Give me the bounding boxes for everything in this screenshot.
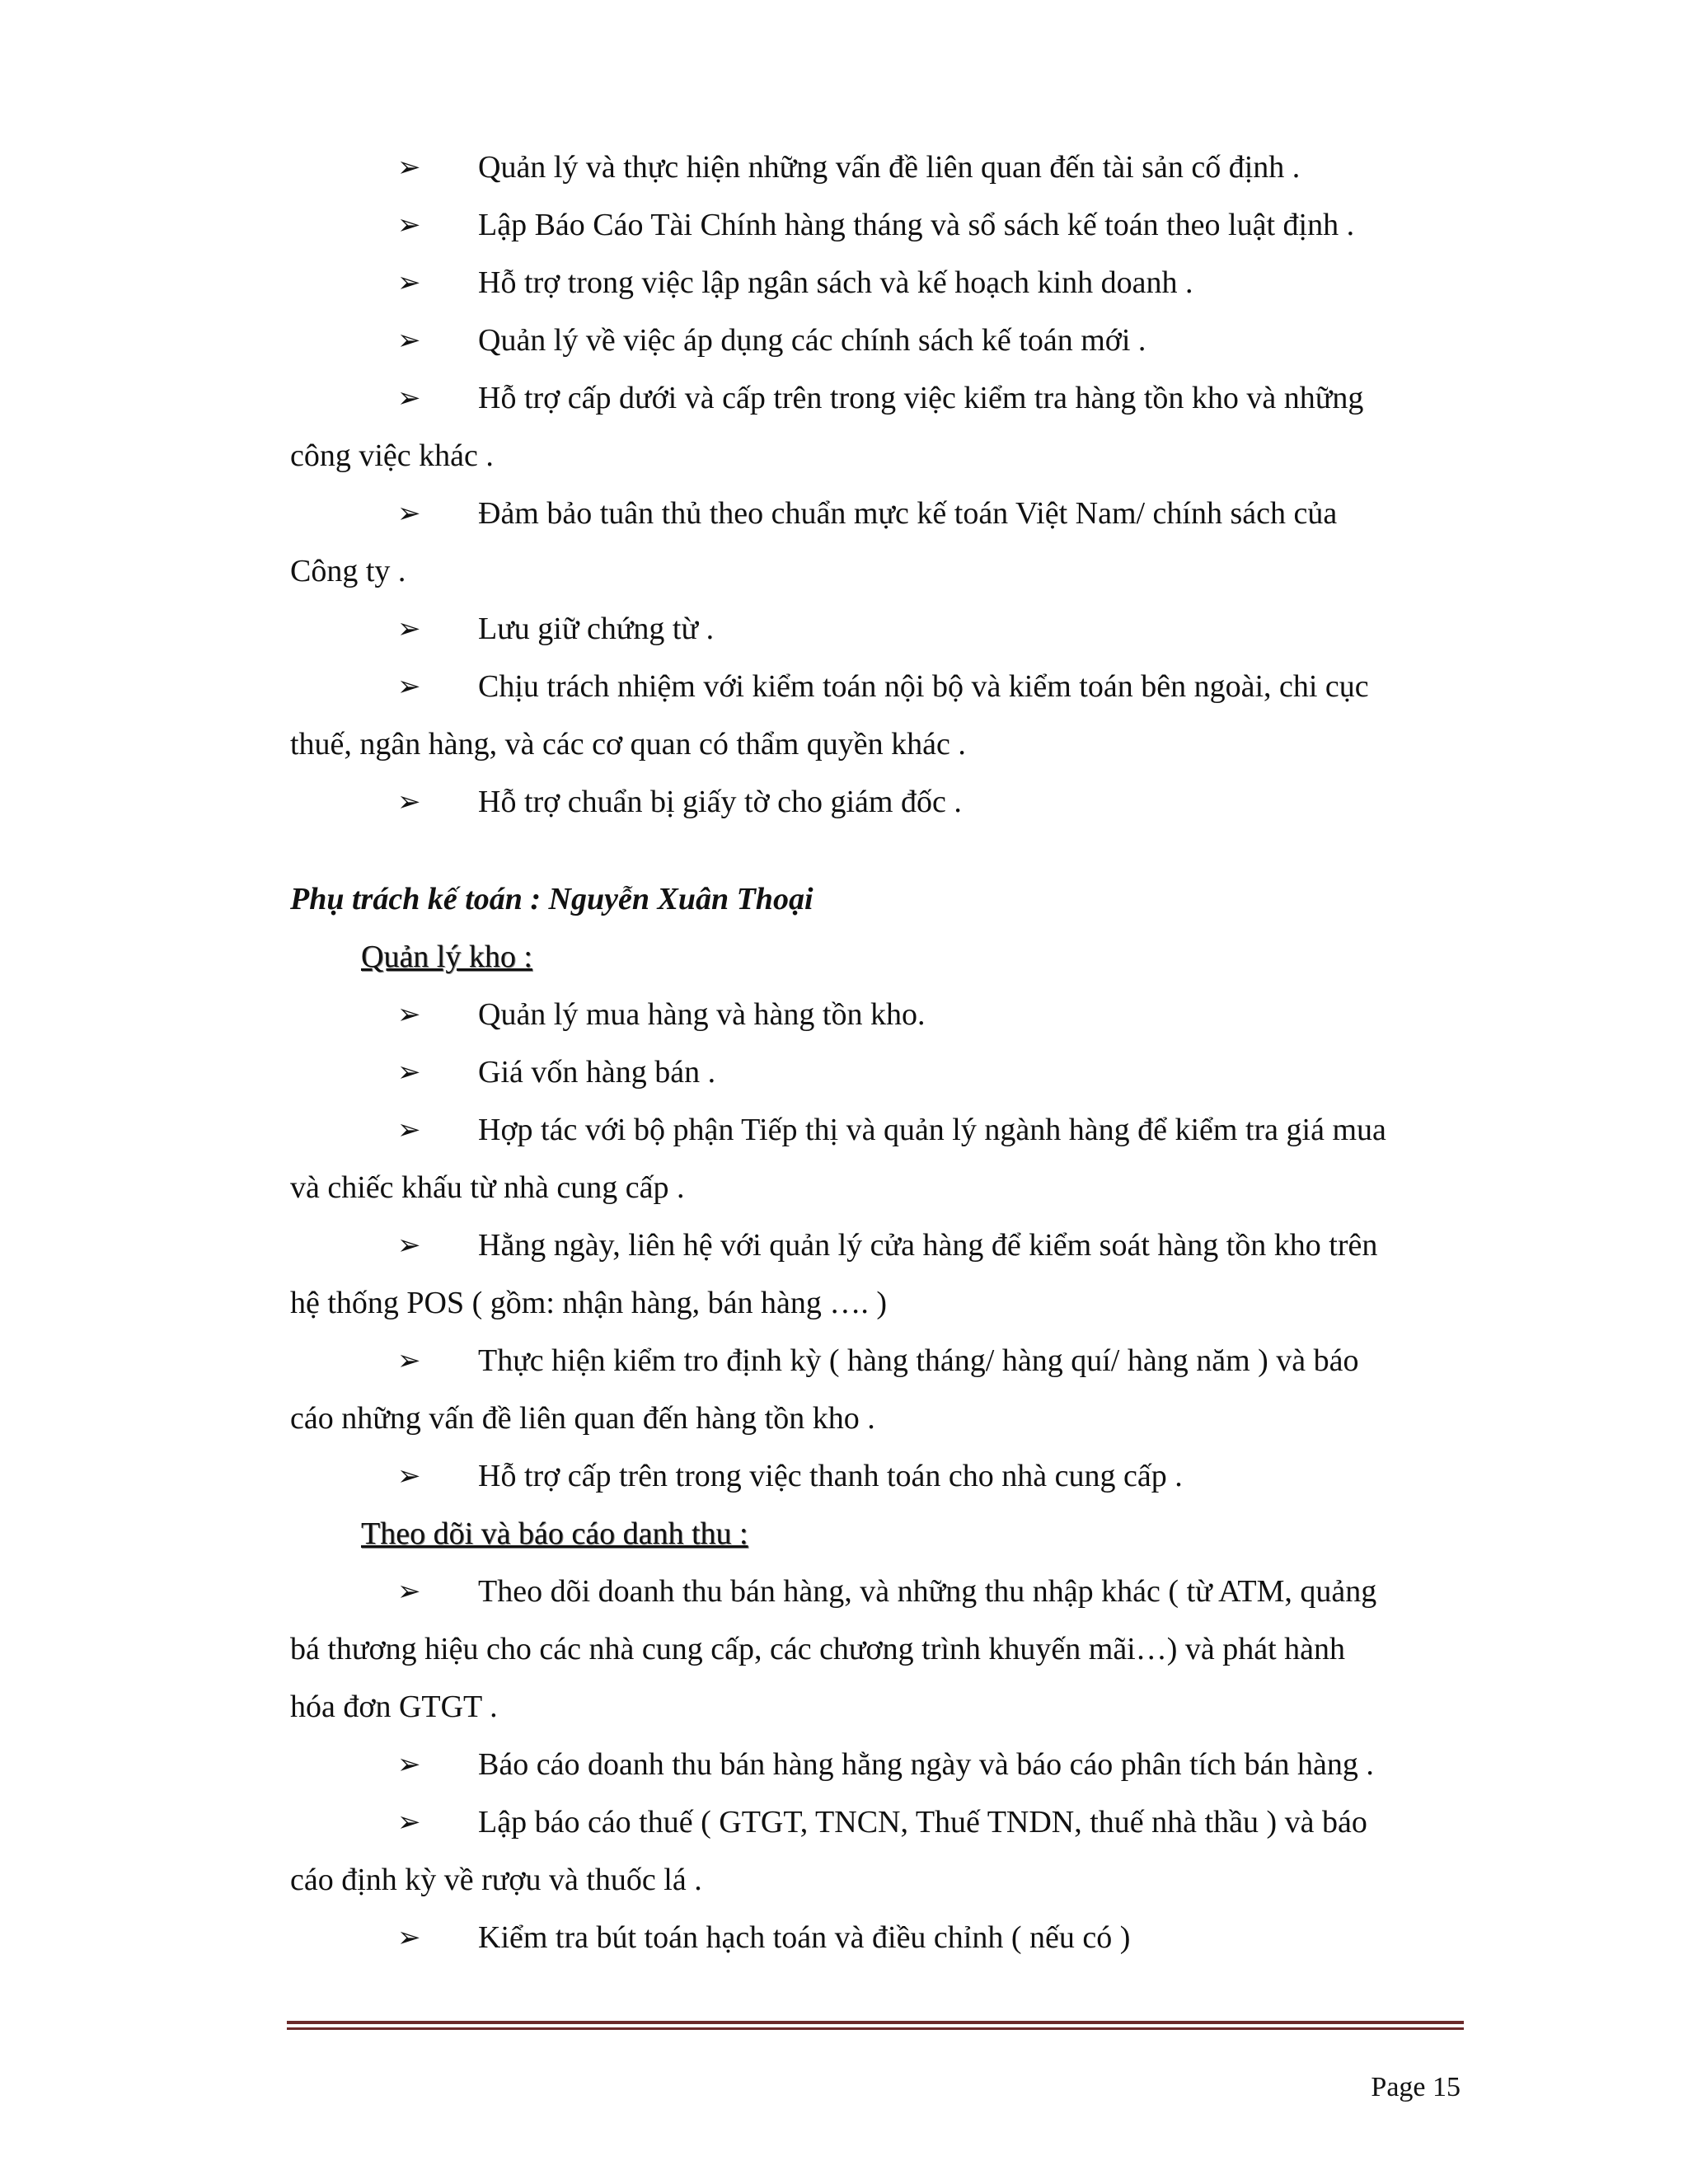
list-item: ➢ Báo cáo doanh thu bán hàng hằng ngày và báo cáo phân tích bán hàng . — [290, 1736, 1461, 1793]
arrow-bullet-icon: ➢ — [397, 209, 421, 241]
list-item: ➢ Hỗ trợ cấp trên trong việc thanh toán cho nhà cung cấp . — [290, 1447, 1461, 1505]
arrow-bullet-icon: ➢ — [397, 1229, 421, 1262]
arrow-bullet-icon: ➢ — [397, 266, 421, 299]
arrow-bullet-icon: ➢ — [397, 612, 421, 645]
list-item: ➢ Chịu trách nhiệm với kiểm toán nội bộ và kiểm toán bên ngoài, chi cục thuế, ngân hàng, và các cơ quan có thẩm quyền khác . — [290, 658, 1461, 773]
arrow-bullet-icon: ➢ — [397, 1806, 421, 1839]
arrow-bullet-icon: ➢ — [397, 670, 421, 703]
list-item: ➢ Quản lý về việc áp dụng các chính sách kế toán mới . — [290, 312, 1461, 369]
list-item: ➢ Hỗ trợ chuẩn bị giấy tờ cho giám đốc . — [290, 773, 1461, 831]
page-content — [290, 138, 1461, 1966]
arrow-bullet-icon: ➢ — [397, 998, 421, 1031]
list-item: ➢ Giá vốn hàng bán . — [290, 1043, 1461, 1101]
list-item: ➢ Hợp tác với bộ phận Tiếp thị và quản lý ngành hàng để kiểm tra giá mua và chiếc khấu từ nhà cung cấp . — [290, 1101, 1461, 1216]
list-item: ➢ Quản lý và thực hiện những vấn đề liên quan đến tài sản cố định . — [290, 138, 1461, 196]
arrow-bullet-icon: ➢ — [397, 1460, 421, 1493]
footer-divider-line — [287, 2021, 1464, 2024]
list-item: ➢ Hỗ trợ trong việc lập ngân sách và kế hoạch kinh doanh . — [290, 254, 1461, 312]
revenue-list — [290, 1563, 1461, 1966]
list-item: ➢ Lưu giữ chứng từ . — [290, 600, 1461, 658]
list-item: ➢ Lập báo cáo thuế ( GTGT, TNCN, Thuế TNDN, thuế nhà thầu ) và báo cáo định kỳ về rượu và thuốc lá . — [290, 1793, 1461, 1909]
arrow-bullet-icon: ➢ — [397, 1748, 421, 1781]
list-item: ➢ Kiểm tra bút toán hạch toán và điều chỉnh ( nếu có ) — [290, 1909, 1461, 1966]
footer-divider — [287, 2021, 1464, 2032]
list-item: ➢ Lập Báo Cáo Tài Chính hàng tháng và sổ sách kế toán theo luật định . — [290, 196, 1461, 254]
arrow-bullet-icon: ➢ — [397, 785, 421, 818]
arrow-bullet-icon: ➢ — [397, 1056, 421, 1089]
arrow-bullet-icon: ➢ — [397, 382, 421, 415]
list-item: ➢ Hỗ trợ cấp dưới và cấp trên trong việc kiểm tra hàng tồn kho và những công việc khác . — [290, 369, 1461, 485]
page-number: Page 15 — [1371, 2072, 1461, 2102]
arrow-bullet-icon: ➢ — [397, 1344, 421, 1377]
list-item: ➢ Hằng ngày, liên hệ với quản lý cửa hàng để kiểm soát hàng tồn kho trên hệ thống POS ( gồm: nhận hàng, bán hàng …. ) — [290, 1216, 1461, 1332]
arrow-bullet-icon: ➢ — [397, 1113, 421, 1146]
list-item: ➢ Thực hiện kiểm tro định kỳ ( hàng tháng/ hàng quí/ hàng năm ) và báo cáo những vấn đề liên quan đến hàng tồn kho . — [290, 1332, 1461, 1447]
arrow-bullet-icon: ➢ — [397, 324, 421, 357]
list-item: ➢ Theo dõi doanh thu bán hàng, và những thu nhập khác ( từ ATM, quảng bá thương hiệu cho các nhà cung cấp, các chương trình khuyến mãi…) và phát hành hóa đơn GTGT . — [290, 1563, 1461, 1736]
duties-list — [290, 138, 1461, 831]
subsection-title-warehouse: Quản lý kho : — [361, 940, 532, 974]
spacer — [290, 831, 1461, 870]
arrow-bullet-icon: ➢ — [397, 497, 421, 530]
warehouse-list — [290, 986, 1461, 1505]
list-item: ➢ Đảm bảo tuân thủ theo chuẩn mực kế toán Việt Nam/ chính sách của Công ty . — [290, 485, 1461, 600]
section-heading: Phụ trách kế toán : Nguyễn Xuân Thoại — [290, 882, 814, 916]
arrow-bullet-icon: ➢ — [397, 1575, 421, 1608]
arrow-bullet-icon: ➢ — [397, 1921, 421, 1954]
subsection-title-revenue: Theo dõi và báo cáo danh thu : — [361, 1516, 748, 1551]
list-item: ➢ Quản lý mua hàng và hàng tồn kho. — [290, 986, 1461, 1043]
arrow-bullet-icon: ➢ — [397, 151, 421, 184]
footer-divider-line — [287, 2027, 1464, 2030]
